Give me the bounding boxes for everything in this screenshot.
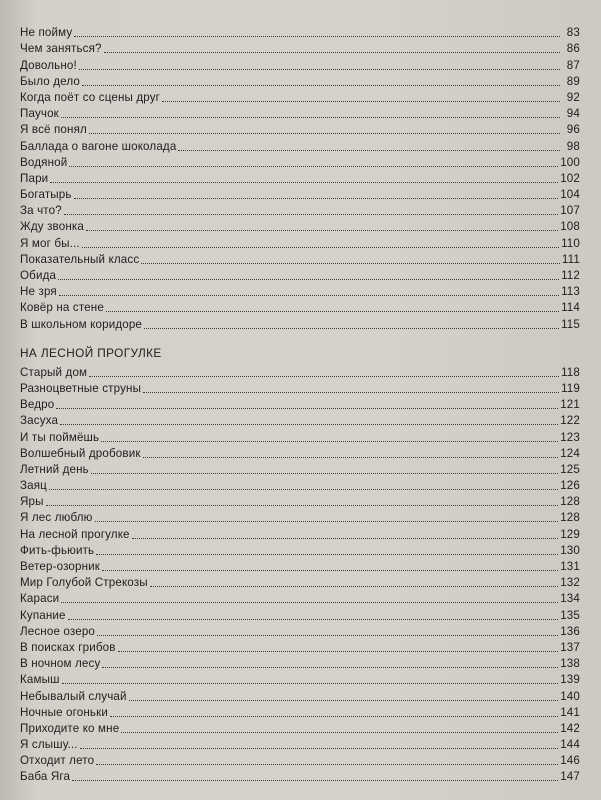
toc-entry-title: Ночные огоньки [20,705,108,719]
dot-leader [102,667,558,668]
dot-leader [58,279,559,280]
toc-entry-title: Отходит лето [20,754,95,768]
toc-entry [20,186,580,202]
dot-leader [141,263,560,264]
toc-entry [20,428,580,444]
toc-entry-title: В ночном лесу [20,657,101,671]
toc-entry-title: Небывалый случай [20,689,127,703]
toc-entry-page: 114 [561,301,580,315]
toc-entry [20,170,580,186]
toc-entry-page: 125 [560,462,580,476]
toc-entry-title: Показательный класс [20,252,140,266]
toc-entry [20,315,580,331]
toc-entry [20,89,580,105]
toc-entry-title: Баба Яга [20,770,71,784]
dot-leader [101,441,558,442]
dot-leader [72,780,558,781]
dot-leader [46,505,559,506]
toc-entry [20,251,580,267]
toc-entry-page: 128 [560,495,580,509]
dot-leader [60,424,558,425]
toc-entry-title: Камыш [20,673,60,687]
toc-entry-title: Чем заняться? [20,42,102,56]
toc-entry-title: Ведро [20,398,55,412]
toc-entry-title: Заяц [20,479,47,493]
toc-entry-title: Довольно! [20,58,77,72]
toc-entry-page: 126 [560,479,580,493]
toc-entry-title: На лесной прогулке [20,527,130,541]
dot-leader [68,619,559,620]
toc-entry [20,234,580,250]
toc-entry [20,720,580,736]
dot-leader [143,392,559,393]
dot-leader [118,651,559,652]
toc-group-2 [20,364,580,785]
toc-entry [20,736,580,752]
dot-leader [86,230,558,231]
toc-entry [20,412,580,428]
toc-entry-page: 110 [561,236,580,250]
toc-entry [20,73,580,89]
toc-entry-title: Ковёр на стене [20,301,104,315]
toc-entry-title: За что? [20,204,62,218]
dot-leader [89,133,560,134]
toc-entry [20,218,580,234]
toc-entry [20,396,580,412]
toc-entry-page: 83 [566,26,580,40]
toc-entry-title: Мир Голубой Стрекозы [20,576,148,590]
toc-entry-page: 87 [566,58,580,72]
toc-entry-page: 134 [560,592,580,606]
dot-leader [74,36,560,37]
toc-entry [20,283,580,299]
toc-entry [20,121,580,137]
toc-entry-title: Я слышу... [20,738,78,752]
toc-entry-page: 137 [560,640,580,654]
dot-leader [69,166,558,167]
toc-entry-title: Яры [20,495,44,509]
toc-entry-title: И ты поймёшь [20,430,100,444]
toc-entry [20,493,580,509]
toc-entry-page: 94 [566,107,580,121]
toc-entry [20,752,580,768]
toc-entry-page: 108 [560,220,580,234]
toc-entry-title: Купание [20,608,66,622]
dot-leader [50,182,558,183]
toc-entry [20,40,580,56]
toc-entry-title: Жду звонка [20,220,84,234]
toc-entry-page: 100 [560,155,580,169]
toc-entry-page: 144 [560,738,580,752]
toc-entry-page: 138 [560,657,580,671]
dot-leader [89,376,559,377]
dot-leader [62,683,559,684]
toc-entry [20,558,580,574]
dot-leader [61,117,560,118]
toc-entry-title: Засуха [20,414,59,428]
toc-entry [20,380,580,396]
toc-entry-page: 139 [560,673,580,687]
dot-leader [110,716,558,717]
toc-entry-page: 107 [560,204,580,218]
toc-entry-page: 86 [566,42,580,56]
dot-leader [95,521,559,522]
toc-entry-title: В школьном коридоре [20,317,143,331]
toc-entry [20,574,580,590]
dot-leader [104,52,560,53]
dot-leader [102,570,558,571]
toc-entry-page: 128 [560,511,580,525]
toc-entry [20,364,580,380]
dot-leader [74,198,559,199]
toc-entry-page: 122 [560,414,580,428]
toc-entry-title: Баллада о вагоне шоколада [20,139,177,153]
toc-entry [20,24,580,40]
dot-leader [59,295,559,296]
toc-entry [20,687,580,703]
toc-entry-page: 121 [560,398,580,412]
toc-entry [20,154,580,170]
dot-leader [49,489,558,490]
toc-entry [20,525,580,541]
toc-entry-page: 132 [560,576,580,590]
toc-entry [20,639,580,655]
toc-entry [20,202,580,218]
toc-entry-page: 140 [560,689,580,703]
dot-leader [96,764,558,765]
toc-entry [20,623,580,639]
toc-entry-page: 124 [560,446,580,460]
toc-entry [20,542,580,558]
toc-entry-title: Караси [20,592,60,606]
toc-entry-page: 135 [560,608,580,622]
toc-entry-title: Я всё понял [20,123,87,137]
dot-leader [121,732,558,733]
dot-leader [106,311,559,312]
toc-entry-title: Ветер-озорник [20,560,101,573]
toc-entry-page: 141 [560,705,580,719]
toc-entry [20,606,580,622]
toc-entry-title: Богатырь [20,188,72,202]
dot-leader [82,247,559,248]
dot-leader [91,473,558,474]
toc-entry [20,655,580,671]
toc-entry [20,105,580,121]
toc-entry-page: 130 [560,543,580,557]
toc-entry-title: Старый дом [20,365,88,379]
toc-entry-page: 112 [561,269,580,282]
toc-entry [20,477,580,493]
toc-entry [20,671,580,687]
toc-entry-title: Летний день [20,462,89,476]
toc-entry-title: Когда поёт со сцены друг [20,90,161,104]
toc-entry [20,768,580,784]
dot-leader [97,635,558,636]
toc-entry-page: 118 [561,365,580,379]
toc-entry-title: Я лес люблю [20,511,93,525]
toc-entry-page: 146 [560,754,580,768]
toc-entry [20,461,580,477]
dot-leader [56,408,558,409]
toc-entry-page: 129 [560,527,580,541]
dot-leader [61,602,558,603]
toc-entry-page: 115 [561,317,580,331]
dot-leader [143,457,559,458]
toc-entry-page: 92 [566,90,580,104]
toc-entry-page: 119 [561,381,580,395]
toc-entry [20,299,580,315]
dot-leader [150,586,558,587]
toc-group-1 [20,24,580,332]
dot-leader [144,328,559,329]
toc-entry-title: Волшебный дробовик [20,446,141,460]
toc-entry-title: Не пойму [20,26,73,40]
toc-entry [20,704,580,720]
toc-entry-page: 136 [560,624,580,638]
dot-leader [96,554,558,555]
dot-leader [132,538,559,539]
dot-leader [79,69,560,70]
toc-entry-title: Было дело [20,74,81,88]
toc-entry-page: 147 [560,770,580,784]
toc-entry [20,267,580,283]
toc-entry-page: 123 [560,430,580,444]
toc-entry-page: 102 [560,171,580,185]
toc-entry [20,137,580,153]
toc-entry-title: Пари [20,171,49,185]
dot-leader [178,150,560,151]
toc-entry-title: Обида [20,269,57,282]
toc-entry-page: 111 [561,252,580,266]
toc-entry [20,590,580,606]
dot-leader [162,101,560,102]
toc-entry-title: Фить-фьюить [20,543,95,557]
toc-entry [20,509,580,525]
toc-entry-page: 131 [560,560,580,573]
toc-entry [20,445,580,461]
toc-entry-page: 142 [560,721,580,735]
toc-entry-title: Паучок [20,107,59,121]
toc-entry-title: Я мог бы... [20,236,80,250]
toc-entry-title: Водяной [20,155,68,169]
toc-entry-page: 113 [561,285,580,299]
toc-entry-title: Разноцветные струны [20,381,142,395]
dot-leader [64,214,558,215]
toc-entry-page: 104 [560,188,580,202]
table-of-contents [20,24,580,784]
toc-entry-title: Не зря [20,285,57,299]
toc-entry-page: 98 [566,139,580,153]
toc-entry [20,56,580,72]
toc-entry-title: В поисках грибов [20,640,116,654]
toc-entry-page: 96 [566,123,580,137]
toc-entry-title: Приходите ко мне [20,721,120,735]
dot-leader [129,700,559,701]
toc-entry-page: 89 [566,74,580,88]
toc-entry-title: Лесное озеро [20,624,96,638]
dot-leader [80,748,559,749]
section-heading: НА ЛЕСНОЙ ПРОГУЛКЕ [20,345,162,360]
dot-leader [82,85,560,86]
